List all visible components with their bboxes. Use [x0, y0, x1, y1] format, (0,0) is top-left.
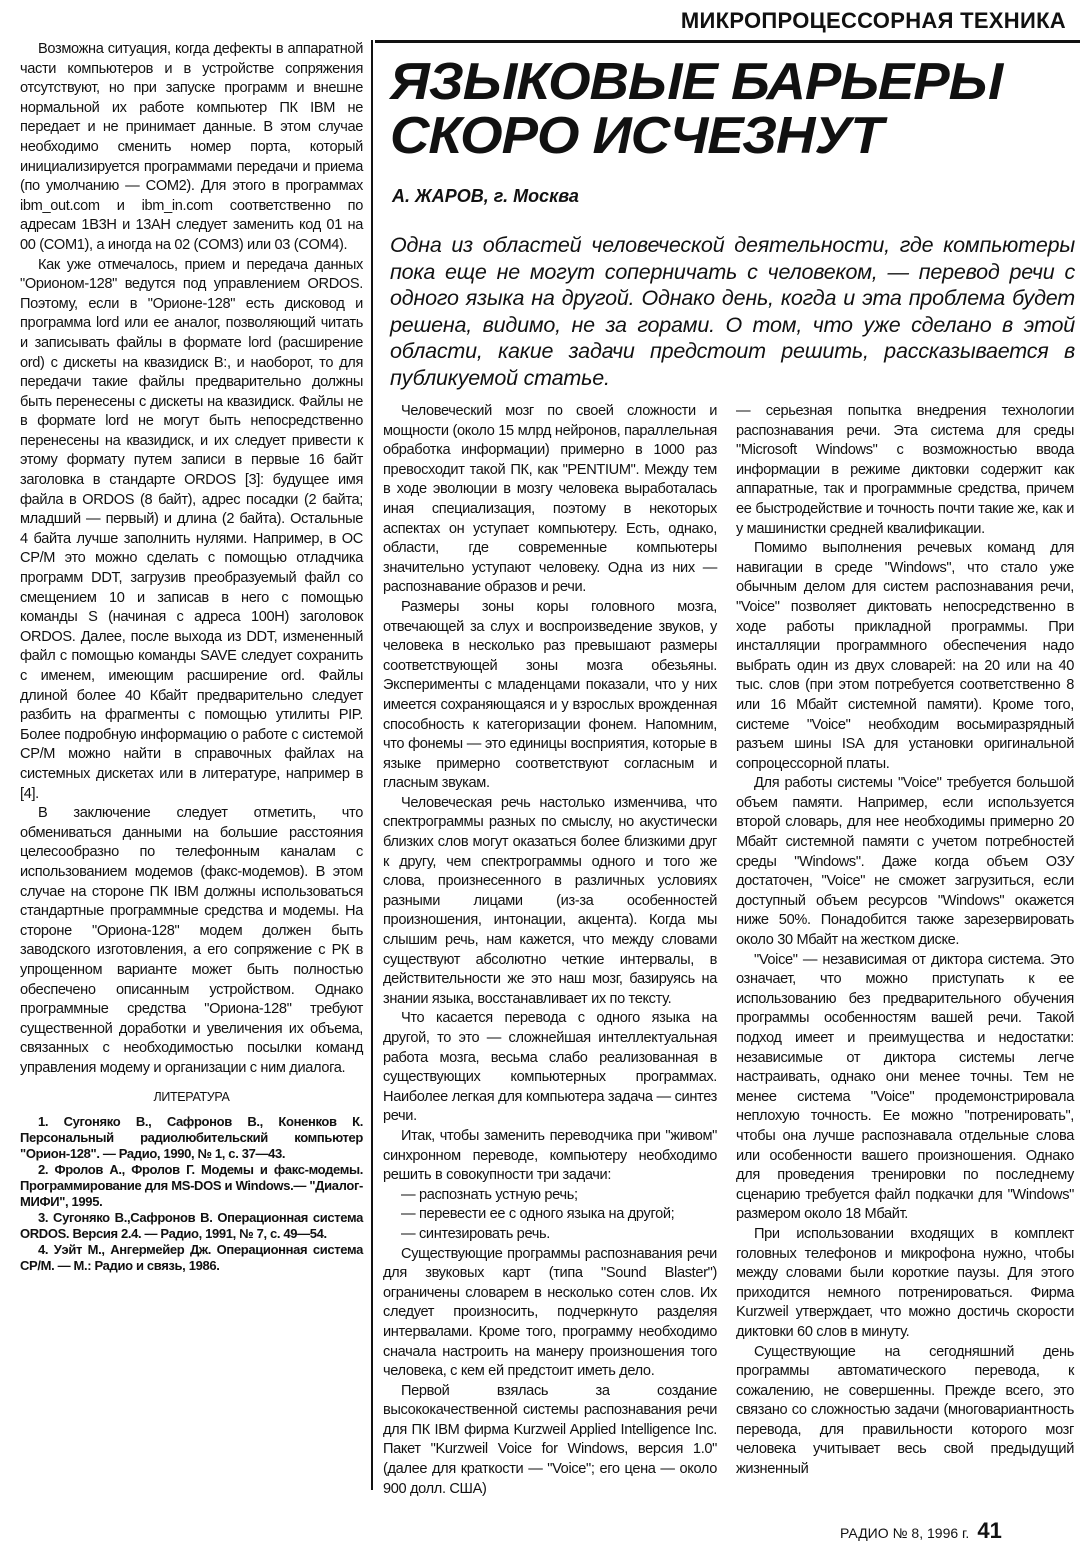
list-item: — синтезировать речь. — [401, 1225, 550, 1242]
issue-label: РАДИО № 8, 1996 г. — [840, 1525, 970, 1541]
paragraph: Помимо выполнения речевых команд для навигации в среде "Windows", что стало уже обычным делом для систем распознавания речи, "Voice" позволяет диктовать непосредственно в ходе работы прикладной программы. При инсталляции программного обеспечения надо выбрать один из двух словарей: на 20 или на 40 тыс. слов (при этом потребуется соответственно 8 или 16 Мбайт системной памяти). Кроме того, системе "Voice" необходим восьмиразрядный разъем шины ISA для установки оригинальной сопроцессорной платы. — [736, 540, 1074, 772]
column-divider — [371, 40, 373, 1490]
page-footer — [840, 1518, 1002, 1544]
lead-paragraph: Одна из областей человеческой деятельности, где компьютеры пока еще не могут соперничать с человеком, — перевод речи с одного языка на другой. Однако день, когда и эта проблема будет решена, видимо, не за горами. О том, что уже сделано в этой области, какие задачи предстоит решить, рассказывается в публикуемой статье. — [390, 233, 1075, 390]
left-column — [20, 40, 363, 1274]
author-line: А. ЖАРОВ, г. Москва — [392, 186, 579, 206]
paragraph: Человеческая речь настолько изменчива, что спектрограммы разных по смыслу, но акустически близких слов могут оказаться более близкими друг к другу, чем спектрограммы одного и того же слова, произнесенного в различных условиях разными лицами (из-за особенностей произношения, интонации, акцента). Когда мы слышим речь, нам кажется, что между словами существуют абсолютно четкие интервалы, в действительности же это наш мозг, базируясь на знании языка, восстанавливает их по тексту. — [383, 794, 717, 1007]
reference: 3. Сугоняко В.,Сафронов В. Операционная система ORDOS. Версия 2.4. — Радио, 1991, № 7, с. 49—54. — [20, 1210, 363, 1242]
paragraph: Итак, чтобы заменить переводчика при "живом" синхронном переводе, компьютеру необходимо решить в совокупности три задачи: — [383, 1127, 717, 1184]
title-line: ЯЗЫКОВЫЕ БАРЬЕРЫ — [390, 53, 1003, 111]
paragraph: Для работы системы "Voice" требуется большой объем памяти. Например, если используется второй словарь, для нее необходимы примерно 20 Мбайт системной памяти с учетом потребностей среды "Windows". Даже когда объем ОЗУ достаточен, "Voice" не сможет загрузиться, если доступный объем ресурсов "Windows" окажется ниже 50%. Понадобится также зарезервировать около 30 Мбайт на жестком диске. — [736, 775, 1074, 949]
paragraph: При использовании входящих в комплект головных телефонов и микрофона нужно, чтобы между словами были короткие паузы. Для этого приходится немного потренироваться. Фирма Kurzweil утверждает, что можно достичь скорости диктовки 60 слов в минуту. — [736, 1225, 1074, 1340]
paragraph: Существующие программы распознавания речи для звуковых карт (типа "Sound Blaster") ограничены словарем в несколько сотен слов. Их следует произносить, подчеркнуто разделяя интервалами. Кроме того, программу необходимо сначала настроить на манеру произношения того человека, с кем ей предстоит иметь дело. — [383, 1245, 717, 1380]
list-item: — распознать устную речь; — [401, 1186, 578, 1203]
article-title — [390, 55, 1088, 163]
reference: 2. Фролов А., Фролов Г. Модемы и факс-модемы. Программирование для MS-DOS и Windows.— "Диалог-МИФИ", 1995. — [20, 1162, 363, 1210]
reference: 4. Уэйт М., Ангермейер Дж. Операционная система CP/M. — М.: Радио и связь, 1986. — [20, 1242, 363, 1274]
paragraph: Возможна ситуация, когда дефекты в аппаратной части компьютеров и в устройстве сопряжения отсутствуют, но при запуске программ и внешне нормальной их работе компьютер ПК IBM не передает и не принимает данные. В этом случае необходимо сменить номер порта, который инициализируется программами передачи и приема (по умолчанию — COM2). Для этого в программах ibm_out.com и ibm_in.com соответственно по адресам 1B3H и 13AH следует заменить код 01 на 00 (COM1), а иногда на 02 (COM3) или 03 (COM4). — [20, 41, 363, 253]
title-line: СКОРО ИСЧЕЗНУТ — [390, 107, 883, 165]
paragraph: Первой взялась за создание высококачественной системы распознавания речи для ПК IBM фирма Kurzweil Applied Intelligence Inc. Пакет "Kurzweil Voice for Windows, версия 1.0" (далее для краткости — "Voice"; его цена — около 900 долл. США) — [383, 1382, 717, 1497]
section-header: МИКРОПРОЦЕССОРНАЯ ТЕХНИКА — [680, 8, 1066, 33]
paragraph: Что касается перевода с одного языка на другой, то это — сложнейшая интеллектуальная работа мозга, весьма слабо реализованная в существующих компьютерных программах. Наиболее легкая для компьютера задача — синтез речи. — [383, 1010, 717, 1125]
right-column — [736, 402, 1074, 1480]
paragraph: В заключение следует отметить, что обмениваться данными на большие расстояния целесообразно по телефонным каналам с использованием модемов (факс-модемов). В этом случае на стороне ПК IBM должны использоваться стандартные программные средства и модемы. На стороне "Ориона-128" модем должен быть заводского изготовления, а его сопряжение с РК в упрощенном варианте может быть полностью обеспечено описанным устройством. Однако программные средства "Ориона-128" требуют существенной доработки и увеличения их объема, связанных с необходимостью посылки команд управления модему и организации с ним диалога. — [20, 805, 363, 1076]
paragraph: Человеческий мозг по своей сложности и мощности (около 15 млрд нейронов, параллельная обработка информации) примерно в 1000 раз превосходит такой ПК, как "PENTIUM". Между тем в ходе эволюции в мозгу человека выработалась иная специализация, поэтому в некоторых аспектах он уступает компьютеру. Есть, однако, области, где современные компьютеры значительно уступают человеку. Одна из них — распознавание образов и речи. — [383, 403, 717, 596]
reference: 1. Сугоняко В., Сафронов В., Коненков К. Персональный радиолюбительский компьютер "Орион-128". — Радио, 1990, № 1, с. 37—43. — [20, 1114, 363, 1162]
paragraph: Как уже отмечалось, прием и передача данных "Орионом-128" ведутся под управлением ORDOS. Поэтому, если в "Орионе-128" есть дисковод и программа lord или ее аналог, позволяющий читать и записывать файлы в формате lord (расширение ord) с дискеты на квазидиск B:, и наоборот, то для передачи такие файлы предварительно должны быть перенесены с дискеты на квазидиск. Файлы не в формате lord не могут быть непосредственно перенесены на квазидиск, и их следует привести к этому формату путем записи в первые 16 байт заголовка в стандарте ORDOS [3]: будущее имя файла в ORDOS (8 байт), адрес посадки (2 байта; младший — первый) и длина (2 байта). Остальные 4 байта лучше заполнить нулями. Например, в ОС CP/M это можно сделать с помощью отладчика программ DDT, загрузив преобразуемый файл со смещением 10 и записав в него с помощью команды S (начиная с адреса 100H) заголовок ORDOS. Далее, после выхода из DDT, измененный файл с помощью команды SAVE следует сохранить с именем, имеющим расширение ord. Файлы длиной более 40 Кбайт предварительно следует разбить на фрагменты с помощью утилиты PIP. Более подробную информацию о работе с системой CP/M можно найти в справочных файлах на системных дискетах или в литературе, например в [4]. — [20, 256, 363, 802]
paragraph: Существующие на сегодняшний день программы автоматического перевода, к сожалению, не совершенны. Прежде всего, это связано со сложностью задачи (многовариантность перевода, для правильности которого мозг человека учитывает весь свой предыдущий жизненный — [736, 1343, 1074, 1478]
list-item: — перевести ее с одного языка на другой; — [401, 1206, 675, 1223]
paragraph: Размеры зоны коры головного мозга, отвечающей за слух и воспроизведение звуков, у человека в несколько раз превышают размеры соответствующей зоны мозга обезьяны. Эксперименты с младенцами показали, что у них имеется сохраняющаяся и у взрослых врожденная способность к категоризации фонем. Напомним, что фонемы — это единицы восприятия, которые в языке примерно соответствуют согласным и гласным звукам. — [383, 598, 717, 792]
middle-column — [383, 402, 717, 1499]
literature-heading: ЛИТЕРАТУРА — [153, 1090, 230, 1105]
header-rule — [375, 40, 1080, 43]
page-number: 41 — [977, 1518, 1002, 1543]
paragraph: — серьезная попытка внедрения технологии распознавания речи. Эта система для среды "Microsoft Windows" с возможностью ввода информации в режиме диктовки содержит как аппаратные, так и программные средства, причем ее быстродействие и точность почти такие же, как и у машинистки средней квалификации. — [736, 403, 1074, 537]
paragraph: "Voice" — независимая от диктора система. Это означает, что можно приступать к ее использованию без предварительного обучения программы особенностям вашей речи. Такой подход имеет и преимущества и недостатки: независимые от диктора системы легче настраивать, однако они менее точны. Тем не менее система "Voice" продемонстрировала неплохую точность. Ее можно "потренировать", чтобы она лучше распознавала отдельные слова или особенности вашего произношения. Однако для проведения тренировки по последнему сценарию требуется файл подкачки для "Windows" размером около 18 Мбайт. — [736, 951, 1074, 1223]
